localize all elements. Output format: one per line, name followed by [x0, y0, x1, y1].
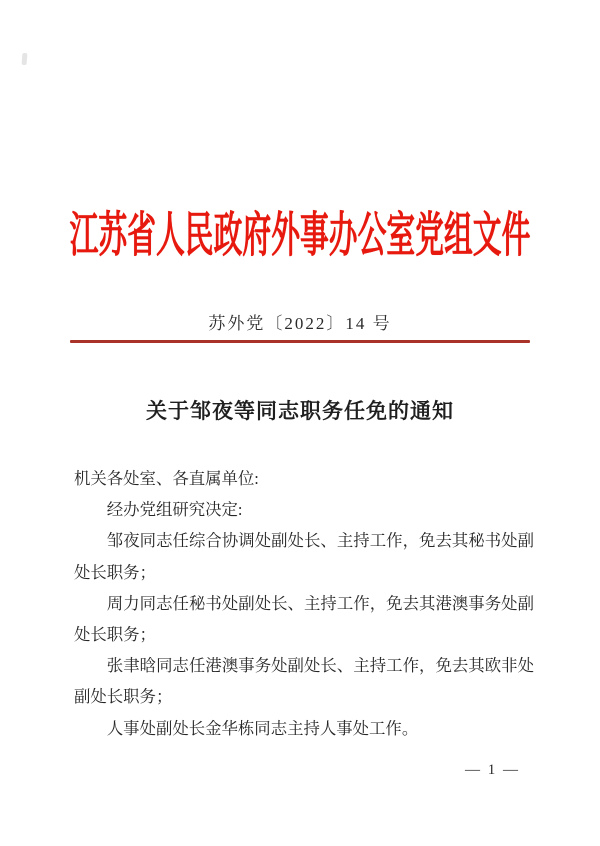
scan-artifact [22, 53, 28, 65]
salutation: 机关各处室、各直属单位: [74, 469, 259, 488]
page-number: — 1 — [465, 762, 520, 778]
letterhead [0, 200, 600, 272]
letterhead-divider-rule [70, 340, 530, 343]
document-body [74, 463, 534, 744]
body-paragraph-appointment-4: 人事处副处长金华栋同志主持人事处工作。 [106, 718, 419, 738]
document-title: 关于邹夜等同志职务任免的通知 [146, 399, 454, 423]
body-paragraph-decision: 经办党组研究决定: [106, 500, 243, 520]
letterhead-title: 江苏省人民政府外事办公室党组文件 [69, 209, 531, 262]
body-paragraph-appointment-2: 周力同志任秘书处副处长、主持工作，免去其港澳事务处副处长职务； [74, 593, 534, 645]
document-reference-number: 苏外党〔2022〕14 号 [208, 314, 392, 333]
body-paragraph-appointment-3: 张聿晗同志任港澳事务处副处长、主持工作，免去其欧非处副处长职务； [74, 656, 534, 707]
body-paragraph-appointment-1: 邹夜同志任综合协调处副处长、主持工作，免去其秘书处副处长职务； [74, 531, 534, 582]
